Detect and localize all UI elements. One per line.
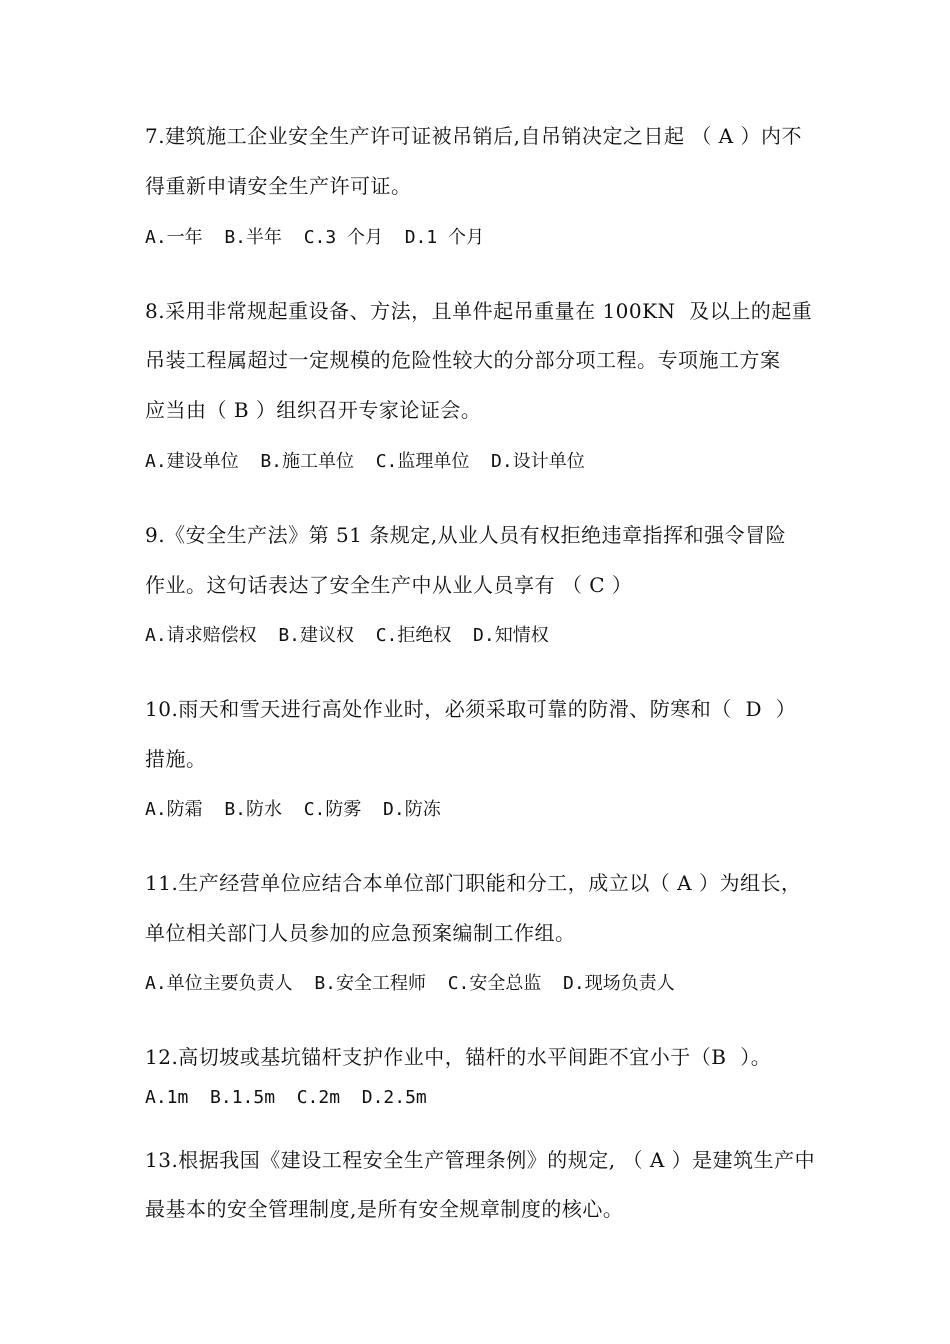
q9-line-2: 作业。这句话表达了安全生产中从业人员享有 （ C ）: [145, 573, 633, 597]
q11-line-2: 单位相关部门人员参加的应急预案编制工作组。: [145, 921, 576, 945]
q8-options: A.建设单位 B.施工单位 C.监理单位 D.设计单位: [145, 451, 585, 472]
q12-line-1: 12.高切坡或基坑锚杆支护作业中，锚杆的水平间距不宜小于（B ）。: [145, 1045, 772, 1069]
q8-line-3: 应当由（ B ）组织召开专家论证会。: [145, 398, 482, 422]
q13-line-1: 13.根据我国《建设工程安全生产管理条例》的规定, （ A ）是建筑生产中: [145, 1148, 816, 1172]
q10-line-1: 10.雨天和雪天进行高处作业时，必须采取可靠的防滑、防寒和（ D ）: [145, 697, 797, 721]
q9-line-1: 9.《安全生产法》第 51 条规定,从业人员有权拒绝违章指挥和强令冒险: [145, 523, 787, 547]
q7-options: A.一年 B.半年 C.3 个月 D.1 个月: [145, 227, 485, 248]
q8-line-2: 吊装工程属超过一定规模的危险性较大的分部分项工程。专项施工方案: [145, 348, 781, 372]
q12-options: A.1m B.1.5m C.2m D.2.5m: [145, 1087, 427, 1108]
q10-options: A.防霜 B.防水 C.防雾 D.防冻: [145, 799, 441, 820]
q10-line-2: 措施。: [145, 747, 207, 771]
q7-line-2: 得重新申请安全生产许可证。: [145, 174, 412, 198]
q13-line-2: 最基本的安全管理制度,是所有安全规章制度的核心。: [145, 1197, 624, 1221]
q8-line-1: 8.采用非常规起重设备、方法，且单件起吊重量在 100KN 及以上的起重: [145, 299, 813, 323]
q11-options: A.单位主要负责人 B.安全工程师 C.安全总监 D.现场负责人: [145, 973, 675, 994]
q11-line-1: 11.生产经营单位应结合本单位部门职能和分工，成立以（ A ）为组长，: [145, 871, 802, 895]
q7-line-1: 7.建筑施工企业安全生产许可证被吊销后,自吊销决定之日起 （ A ）内不: [145, 124, 802, 148]
q9-options: A.请求赔偿权 B.建议权 C.拒绝权 D.知情权: [145, 625, 549, 646]
